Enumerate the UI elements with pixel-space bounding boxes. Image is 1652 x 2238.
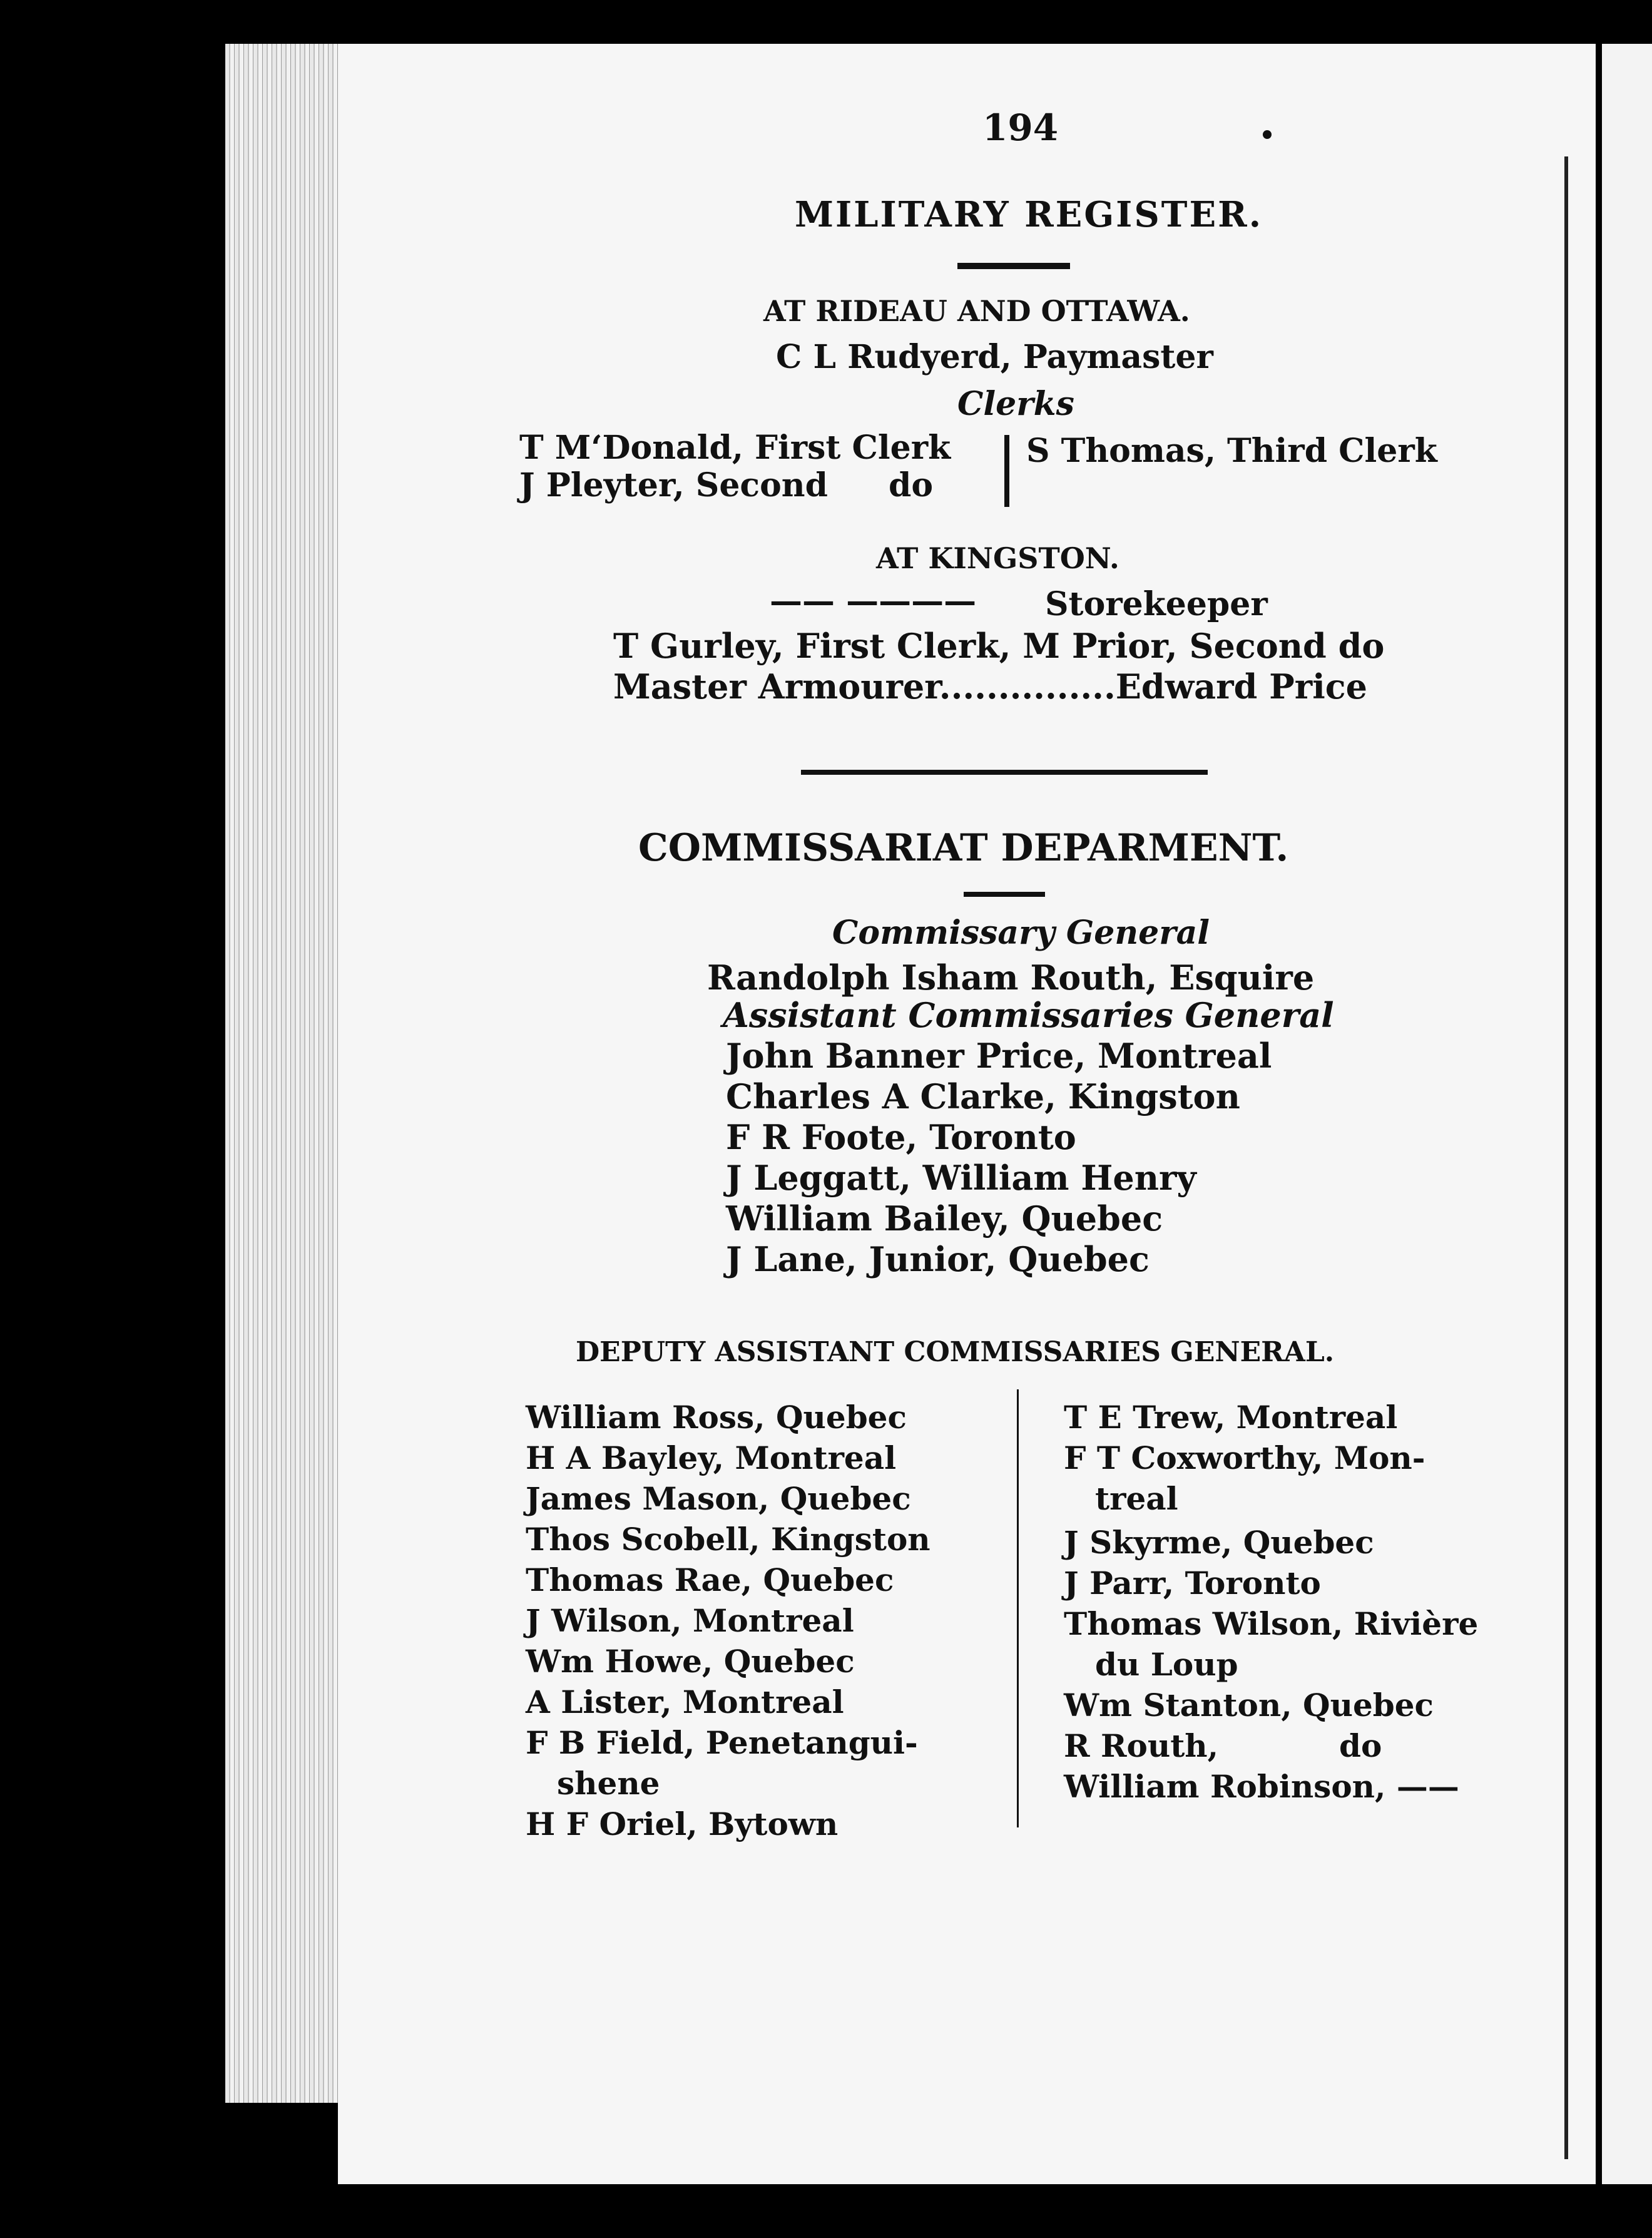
rideau-heading: AT RIDEAU AND OTTAWA. <box>763 294 1190 328</box>
clerk-left-2-do: do <box>889 466 934 504</box>
book-spine <box>0 0 263 2238</box>
assistant-entry: J Leggatt, William Henry <box>726 1158 1196 1198</box>
book-page <box>338 44 1596 2184</box>
clerks-label: Clerks <box>957 385 1074 423</box>
clerk-left-2: J Pleyter, Second <box>519 466 828 504</box>
section-rule <box>801 770 1208 775</box>
deputy-left-entry: William Ross, Quebec <box>526 1399 907 1436</box>
deputy-right-entry: Wm Stanton, Quebec <box>1064 1687 1434 1724</box>
rideau-paymaster: C L Rudyerd, Paymaster <box>776 338 1213 376</box>
assistant-entry: Charles A Clarke, Kingston <box>726 1076 1240 1116</box>
deputy-right-entry: J Parr, Toronto <box>1064 1565 1321 1602</box>
deputy-left-entry: Thomas Rae, Quebec <box>526 1561 894 1598</box>
master-armourer: Master Armourer...............Edward Price <box>613 667 1367 707</box>
deputy-left-entry: Thos Scobell, Kingston <box>526 1521 931 1558</box>
deputy-left-entry: shene <box>557 1765 660 1802</box>
deputy-divider <box>1017 1389 1019 1827</box>
deputy-right-entry: T E Trew, Montreal <box>1064 1399 1398 1436</box>
deputy-heading: DEPUTY ASSISTANT COMMISSARIES GENERAL. <box>576 1336 1335 1368</box>
assistant-label: Assistant Commissaries General <box>723 995 1334 1035</box>
commissary-general-name: Randolph Isham Routh, Esquire <box>707 958 1315 998</box>
kingston-heading: AT KINGSTON. <box>876 541 1119 575</box>
deputy-right-entry: R Routh, <box>1064 1727 1219 1764</box>
clerks-divider <box>1004 435 1009 507</box>
deputy-left-entry: Wm Howe, Quebec <box>526 1643 855 1680</box>
assistant-entry: John Banner Price, Montreal <box>726 1036 1272 1076</box>
assistant-entry: J Lane, Junior, Quebec <box>726 1239 1150 1279</box>
deputy-left-entry: H A Bayley, Montreal <box>526 1439 897 1476</box>
deputy-right-entry: du Loup <box>1095 1646 1238 1683</box>
assistant-entry: William Bailey, Quebec <box>726 1198 1163 1239</box>
assistant-entry: F R Foote, Toronto <box>726 1117 1076 1157</box>
title-rule <box>957 263 1070 269</box>
deputy-left-entry: James Mason, Quebec <box>526 1480 911 1517</box>
ink-dot <box>1263 130 1272 139</box>
clerk-left-1: T M‘Donald, First Clerk <box>519 429 951 467</box>
facing-page-gutter-line <box>1564 156 1568 2159</box>
page-number: 194 <box>982 106 1059 149</box>
storekeeper-dash: —— ———— <box>770 582 977 620</box>
deputy-right-entry: Thomas Wilson, Rivière <box>1064 1605 1479 1642</box>
kingston-clerks: T Gurley, First Clerk, M Prior, Second do <box>613 626 1385 666</box>
commissariat-rule <box>964 892 1045 897</box>
deputy-left-entry: H F Oriel, Bytown <box>526 1806 839 1842</box>
commissary-general-label: Commissary General <box>832 914 1210 952</box>
deputy-right-entry: F T Coxworthy, Mon- <box>1064 1439 1425 1476</box>
clerk-right-1: S Thomas, Third Clerk <box>1026 432 1437 470</box>
deputy-right-do: do <box>1339 1727 1382 1764</box>
deputy-left-entry: F B Field, Penetangui- <box>526 1724 918 1761</box>
page-edges <box>225 44 357 2103</box>
deputy-left-entry: J Wilson, Montreal <box>526 1602 854 1639</box>
deputy-right-entry: treal <box>1095 1480 1178 1517</box>
deputy-left-entry: A Lister, Montreal <box>526 1684 844 1720</box>
facing-page-edge <box>1602 44 1652 2184</box>
commissariat-heading: COMMISSARIAT DEPARMENT. <box>638 826 1289 870</box>
deputy-right-entry: William Robinson, —— <box>1064 1768 1459 1805</box>
deputy-right-entry: J Skyrme, Quebec <box>1064 1524 1374 1561</box>
storekeeper: Storekeeper <box>1045 585 1268 623</box>
running-title: MILITARY REGISTER. <box>795 194 1263 235</box>
